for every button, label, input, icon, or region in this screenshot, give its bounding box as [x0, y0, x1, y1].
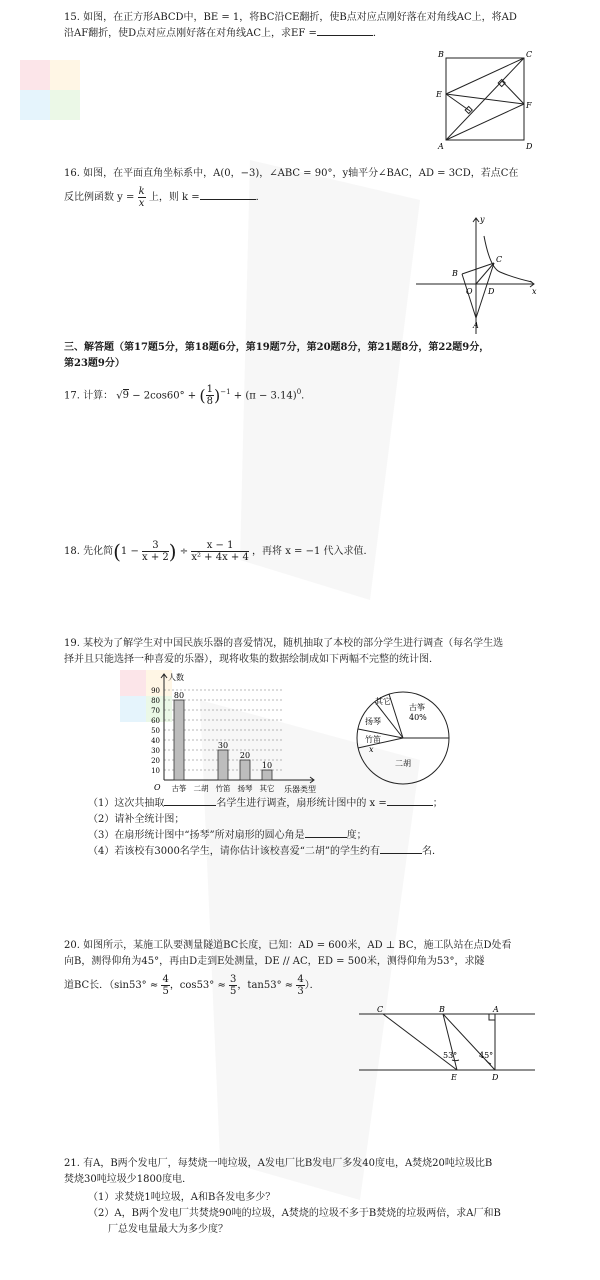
q20-number: 20.: [64, 940, 80, 951]
q16-text-line2-pre: 反比例函数 y =: [64, 192, 135, 203]
q19-blank-x: [387, 805, 433, 806]
q19-sub2: （2）请补全统计图；: [88, 814, 185, 825]
q19-sub3-a: （3）在扇形统计图中“扬琴”所对扇形的圆心角是: [88, 830, 305, 841]
q19-sub1-b: 名学生进行调查，扇形统计图中的 x =: [216, 798, 387, 809]
q20-label-A: A: [493, 1005, 499, 1014]
q15-text-line2: 沿AF翻折，使D点对应点刚好落在对角线AC上，求EF =: [64, 28, 317, 39]
section-3-heading: [64, 340, 534, 372]
chart-category-label: 其它: [259, 784, 275, 793]
q20-angle-45: 45°: [479, 1051, 494, 1060]
q20-label-B: B: [439, 1005, 445, 1014]
q16-answer-blank: [200, 199, 256, 200]
pie-label-dizi: 竹笛: [365, 735, 381, 744]
q16-label-O: O: [466, 287, 473, 296]
q15-label-A: A: [438, 142, 444, 151]
question-18: 18. 先化简(1 − $\frac{3}{x + 2}$ ) ÷ $\frac{x - 1}{\text{x² + 4x + 4}}$ ，再将 x = −1 代入求值．: [64, 539, 374, 564]
q16-text-line2-post: 上，则 k =: [148, 192, 200, 203]
q21-sub2a: （2）A，B两个发电厂共焚烧90吨的垃圾，A焚烧的垃圾不多于B焚烧的垃圾两倍，求A厂和B: [88, 1208, 501, 1219]
chart-category-label: 二胡: [193, 784, 209, 793]
chart-ytick-label: 70: [151, 707, 160, 715]
chart-bar: [174, 700, 184, 780]
chart-ytick-label: 40: [151, 737, 160, 745]
q18-postfix: ，再将 x = −1 代入求值．: [252, 546, 374, 557]
pie-label-guzheng: 古筝: [409, 703, 425, 712]
q15-label-E: E: [436, 90, 442, 99]
question-21: [64, 1156, 534, 1188]
q15-square-diagram: [430, 48, 540, 152]
q19-number: 19.: [64, 638, 80, 649]
q20-tan-fraction: $\frac{4}{3}$: [297, 974, 304, 997]
q19-subquestions: （1）这次共抽取 名学生进行调查，扇形统计图中的 x = ； （2）请补全统计图； （3）在扇形统计图中“扬琴”所对扇形的圆心角是 度； （4）若该校有3000名学生，请你估计该校喜爱“二胡”的学生约有 名．: [88, 796, 538, 860]
q21-number: 21.: [64, 1158, 80, 1169]
question-19: [64, 636, 534, 668]
q19-bar-chart: [120, 670, 360, 798]
q16-label-x: x: [532, 287, 537, 296]
q21-text-line1: 有A，B两个发电厂，每焚烧一吨垃圾，A发电厂比B发电厂多发40度电，A焚烧20吨垃圾比B: [83, 1158, 493, 1169]
chart-ytick-label: 20: [151, 757, 160, 765]
chart-data-label: 30: [217, 741, 229, 750]
q20-text-line2: 向B，测得仰角为45°，再由D走到E处测量，DE // AC，ED = 500米，测得仰角为53°，求隧: [64, 956, 485, 967]
q16-label-C: C: [496, 255, 503, 264]
q16-text-line1: 如图，在平面直角坐标系中，A(0，−3)，∠ABC = 90°，y轴平分∠BAC，AD = 3CD，若点C在: [83, 168, 519, 179]
chart-bar: [262, 770, 272, 780]
q19-blank-erhu: [380, 853, 422, 854]
q16-label-y: y: [480, 215, 485, 224]
q19-text-line2: 择并且只能选择一种喜爱的乐器），现将收集的数据绘制成如下两幅不完整的统计图．: [64, 654, 439, 665]
q21-text-line2: 焚烧30吨垃圾少1800度电．: [64, 1174, 193, 1185]
chart-ytick-label: 80: [151, 697, 160, 705]
q16-label-D: D: [488, 287, 495, 296]
q20-tunnel-diagram: [355, 1002, 540, 1086]
q19-sub4-a: （4）若该校有3000名学生，请你估计该校喜爱“二胡”的学生约有: [88, 846, 381, 857]
q19-blank-angle: [305, 837, 347, 838]
q19-text-line1: 某校为了解学生对中国民族乐器的喜爱情况，随机抽取了本校的部分学生进行调查（每名学生选: [83, 638, 504, 649]
question-20: 20. 如图所示，某施工队要测量隧道BC长度，已知：AD = 600米，AD ⊥ BC，施工队站在点D处看 向B，测得仰角为45°，再由D走到E处测量，DE // AC，ED = 500米，测得仰角为53°，求隧 道BC长．（sin53° ≈ $\frac{4}{5}$ ，cos53° ≈ $\frac{3}{5}$ ，tan53° ≈ $\frac{4}{3}$ ）．: [64, 938, 534, 997]
question-17: 17. 计算： √9 − 2cos60° + ( $\frac{1}{8}$ )$^{-1} + (\pi - 3.14)^0$．: [64, 384, 312, 408]
pie-label-yangqin: 扬琴: [365, 717, 381, 726]
q18-number: 18.: [64, 546, 80, 557]
chart-ytick-label: 60: [151, 717, 160, 725]
q16-coordinate-diagram: [410, 212, 540, 340]
pie-label-dizi-x: x: [369, 745, 374, 754]
q20-text-line3-pre: 道BC长．（sin53° ≈: [64, 980, 159, 991]
q16-label-B: B: [452, 269, 458, 278]
chart-bar: [218, 750, 228, 780]
q18-fraction2: $\frac{x - 1}{\text{x² + 4x + 4}}$: [191, 540, 249, 563]
q18-prefix: 先化简: [83, 546, 114, 557]
chart-xlabel: 乐器类型: [284, 785, 316, 794]
pie-label-erhu: 二胡: [395, 759, 411, 768]
q20-sin-fraction: $\frac{4}{5}$: [162, 974, 169, 997]
q17-number: 17.: [64, 390, 80, 402]
q19-blank-total: [164, 805, 216, 806]
pie-label-other: 其它: [375, 697, 391, 706]
chart-ytick-label: 30: [151, 747, 160, 755]
q15-end: ．: [372, 28, 383, 39]
q20-label-C: C: [377, 1005, 384, 1014]
chart-ylabel: 人数: [168, 673, 184, 682]
chart-data-label: 20: [239, 751, 251, 760]
q17-term3: + (π − 3.14): [233, 390, 297, 402]
q16-fraction: $\frac{k}{x}$: [138, 186, 145, 209]
q20-cos-fraction: $\frac{3}{5}$: [230, 974, 237, 997]
q20-label-D: D: [492, 1073, 499, 1082]
chart-origin-label: O: [154, 783, 161, 792]
q18-fraction1: $\frac{3}{x + 2}$: [142, 540, 169, 563]
chart-data-label: 10: [261, 761, 273, 770]
q17-exponent2: 0: [296, 388, 302, 396]
q21-subquestions: [88, 1190, 538, 1238]
q17-exponent1: −1: [220, 388, 231, 396]
q20-angle-53: 53°: [443, 1051, 458, 1060]
question-15: [64, 10, 534, 42]
chart-bar: [240, 760, 250, 780]
q15-label-B: B: [438, 50, 444, 59]
chart-ytick-label: 10: [151, 767, 160, 775]
q19-pie-chart: [345, 686, 465, 790]
q15-label-F: F: [526, 101, 532, 110]
q20-label-E: E: [451, 1073, 457, 1082]
q15-label-C: C: [526, 50, 533, 59]
q20-text-line1: 如图所示，某施工队要测量隧道BC长度，已知：AD = 600米，AD ⊥ BC，施工队站在点D处看: [83, 940, 512, 951]
question-16: 16. 如图，在平面直角坐标系中，A(0，−3)，∠ABC = 90°，y轴平分∠BAC，AD = 3CD，若点C在 反比例函数 y = $\frac{k}{x}$ 上，则 k = ．: [64, 168, 519, 209]
q16-label-A: A: [473, 321, 479, 330]
q15-number: 15.: [64, 12, 80, 23]
q18-one-minus: 1 −: [120, 546, 139, 557]
q15-text-line1: 如图，在正方形ABCD中，BE = 1，将BC沿CE翻折，使B点对应点刚好落在对角线AC上，将AD: [83, 12, 517, 23]
section-3-line1: 三、解答题（第17题5分，第18题6分，第19题7分，第20题8分，第21题8分，第22题9分，: [64, 342, 490, 353]
section-3-line2: 第23题9分）: [64, 358, 125, 369]
q17-prefix: 计算：: [83, 390, 114, 402]
q15-answer-blank: [317, 35, 373, 36]
q21-sub1: （1）求焚烧1吨垃圾，A和B各发电多少？: [88, 1192, 276, 1203]
chart-ytick-label: 50: [151, 727, 160, 735]
chart-category-label: 扬琴: [237, 784, 253, 793]
q17-sqrt: √9: [116, 390, 130, 402]
chart-data-label: 80: [173, 691, 185, 700]
chart-category-label: 竹笛: [215, 784, 231, 793]
chart-category-label: 古筝: [171, 784, 187, 793]
q19-sub1-a: （1）这次共抽取: [88, 798, 165, 809]
q16-number: 16.: [64, 168, 80, 179]
q15-label-D: D: [526, 142, 533, 151]
q17-term2: − 2cos60° +: [132, 390, 197, 402]
pie-label-guzheng-percent: 40%: [409, 713, 427, 722]
q18-divide: ÷: [179, 546, 189, 557]
q17-fraction: $\frac{1}{8}$: [206, 384, 213, 408]
chart-ytick-label: 90: [151, 687, 160, 695]
q21-sub2b: 厂总发电量最大为多少度？: [108, 1224, 228, 1235]
